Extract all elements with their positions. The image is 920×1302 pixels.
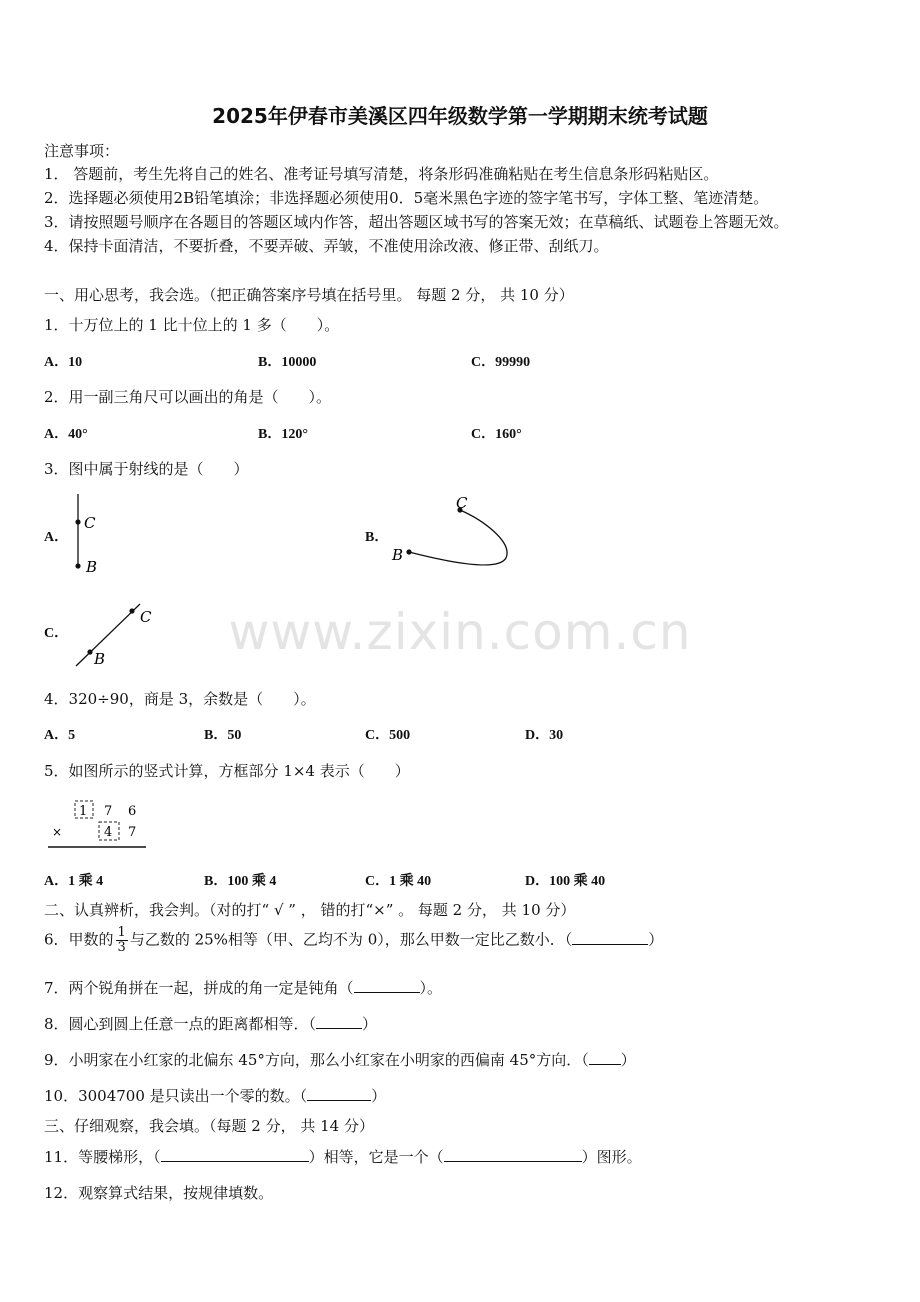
label-c: C (140, 608, 152, 626)
notice-item: 1． 答题前，考生先将自己的姓名、准考证号填写清楚，将条形码准确粘贴在考生信息条形码粘贴区。 (44, 165, 719, 183)
q6-answer-blank[interactable] (572, 930, 648, 945)
notice-item: 3．请按照题号顺序在各题目的答题区域内作答，超出答题区域书写的答案无效；在草稿纸、试题卷上答题无效。 (44, 213, 789, 231)
q9-answer-blank[interactable] (589, 1050, 621, 1065)
q11-answer-blank-1[interactable] (161, 1147, 309, 1162)
label-c: C (84, 514, 96, 532)
q3-option-b: B． (365, 530, 389, 545)
label-b: B (94, 650, 106, 668)
q9-prefix: 9．小明家在小红家的北偏东 45°方向，那么小红家在小明家的西偏南 45°方向．（ (44, 1051, 589, 1069)
q3-option-c: C． (44, 626, 69, 641)
label-b: B (392, 546, 404, 564)
point-b (75, 563, 80, 568)
q4-stem: 4．320÷90，商是 3，余数是（ ）。 (44, 690, 316, 708)
q6-prefix: 6．甲数的 (44, 930, 114, 949)
q7-line (44, 977, 442, 998)
q7-prefix: 7．两个锐角拼在一起，拼成的角一定是钝角（ (44, 979, 354, 997)
q6-end: ） (648, 930, 664, 949)
q11-line (44, 1146, 642, 1167)
q5-stem: 5．如图所示的竖式计算，方框部分 1×4 表示（ ） (44, 762, 410, 780)
fraction (116, 926, 128, 955)
q11-middle: ）相等，它是一个（ (308, 1148, 444, 1166)
times-sign: × (52, 825, 63, 839)
section3-heading: 三、仔细观察，我会填。（每题 2 分， 共 14 分） (44, 1117, 374, 1135)
page-title: 2025年伊春市美溪区四年级数学第一学期期末统考试题 (212, 104, 708, 128)
q8-answer-blank[interactable] (316, 1014, 362, 1029)
q3-stem: 3．图中属于射线的是（ ） (44, 460, 249, 478)
label-c: C (456, 494, 468, 512)
q4-option-d: D．30 (525, 728, 564, 743)
q3-figure-b (388, 492, 518, 572)
q4-option-b: B．50 (204, 728, 242, 743)
q9-line (44, 1049, 636, 1070)
q10-end: ） (371, 1087, 387, 1105)
bottom-digit: 7 (128, 825, 137, 840)
q8-end: ） (362, 1015, 378, 1033)
notice-item: 4．保持卡面清洁，不要折叠，不要弄破、弄皱，不准使用涂改液、修正带、刮纸刀。 (44, 237, 609, 255)
notice-heading: 注意事项： (44, 142, 120, 160)
q2-option-a: A．40° (44, 427, 88, 442)
q11-answer-blank-2[interactable] (444, 1147, 582, 1162)
q8-line (44, 1013, 377, 1034)
section1-heading: 一、用心思考，我会选。（把正确答案序号填在括号里。 每题 2 分， 共 10 分） (44, 286, 574, 304)
q6-suffix: 与乙数的 25%相等（甲、乙均不为 0），那么甲数一定比乙数小．（ (129, 930, 573, 949)
q5-option-a: A．1 乘 4 (44, 874, 104, 889)
q7-answer-blank[interactable] (354, 978, 420, 993)
q1-option-b: B．10000 (258, 355, 317, 370)
label-b: B (86, 558, 98, 576)
q3-option-a: A． (44, 530, 69, 545)
q11-end: ）图形。 (581, 1148, 642, 1166)
q10-answer-blank[interactable] (307, 1086, 371, 1101)
q5-option-c: C．1 乘 40 (365, 874, 432, 889)
q8-prefix: 8．圆心到圆上任意一点的距离都相等．（ (44, 1015, 317, 1033)
top-digit: 7 (104, 804, 113, 819)
q1-option-c: C．99990 (471, 355, 531, 370)
q6-line (44, 926, 663, 955)
fraction-denominator: 3 (117, 940, 126, 955)
point-b (406, 549, 411, 554)
q4-option-c: C．500 (365, 728, 411, 743)
top-digit: 6 (128, 804, 137, 819)
section2-heading: 二、认真辨析，我会判。（对的打“ √ ” ， 错的打“×” 。 每题 2 分， 共 10 分） (44, 901, 576, 919)
q1-option-a: A．10 (44, 355, 83, 370)
q10-line (44, 1085, 386, 1106)
q5-option-b: B．100 乘 4 (204, 874, 277, 889)
q12-stem: 12．观察算式结果，按规律填数。 (44, 1184, 274, 1202)
q1-stem: 1．十万位上的 1 比十位上的 1 多（ ）。 (44, 316, 340, 334)
curve (409, 510, 507, 565)
fraction-numerator: 1 (117, 925, 126, 940)
notice-item: 2．选择题必须使用2B铅笔填涂；非选择题必须使用0．5毫米黑色字迹的签字笔书写，字体工整、笔迹清楚。 (44, 189, 769, 207)
q11-prefix: 11．等腰梯形，（ (44, 1148, 161, 1166)
q5-calc-figure (44, 796, 154, 852)
q7-end: ）。 (419, 979, 443, 997)
q9-end: ） (620, 1051, 636, 1069)
q2-option-c: C．160° (471, 427, 522, 442)
top-box-digit: 1 (79, 804, 88, 819)
q5-option-d: D．100 乘 40 (525, 874, 606, 889)
q10-prefix: 10．3004700 是只读出一个零的数。（ (44, 1087, 308, 1105)
q4-option-a: A．5 (44, 728, 76, 743)
point-c (75, 519, 80, 524)
q2-option-b: B．120° (258, 427, 308, 442)
q2-stem: 2．用一副三角尺可以画出的角是（ ）。 (44, 388, 332, 406)
bottom-box-digit: 4 (104, 825, 113, 840)
q3-figure-a (68, 492, 108, 580)
watermark: www.zixin.com.cn (228, 603, 692, 661)
